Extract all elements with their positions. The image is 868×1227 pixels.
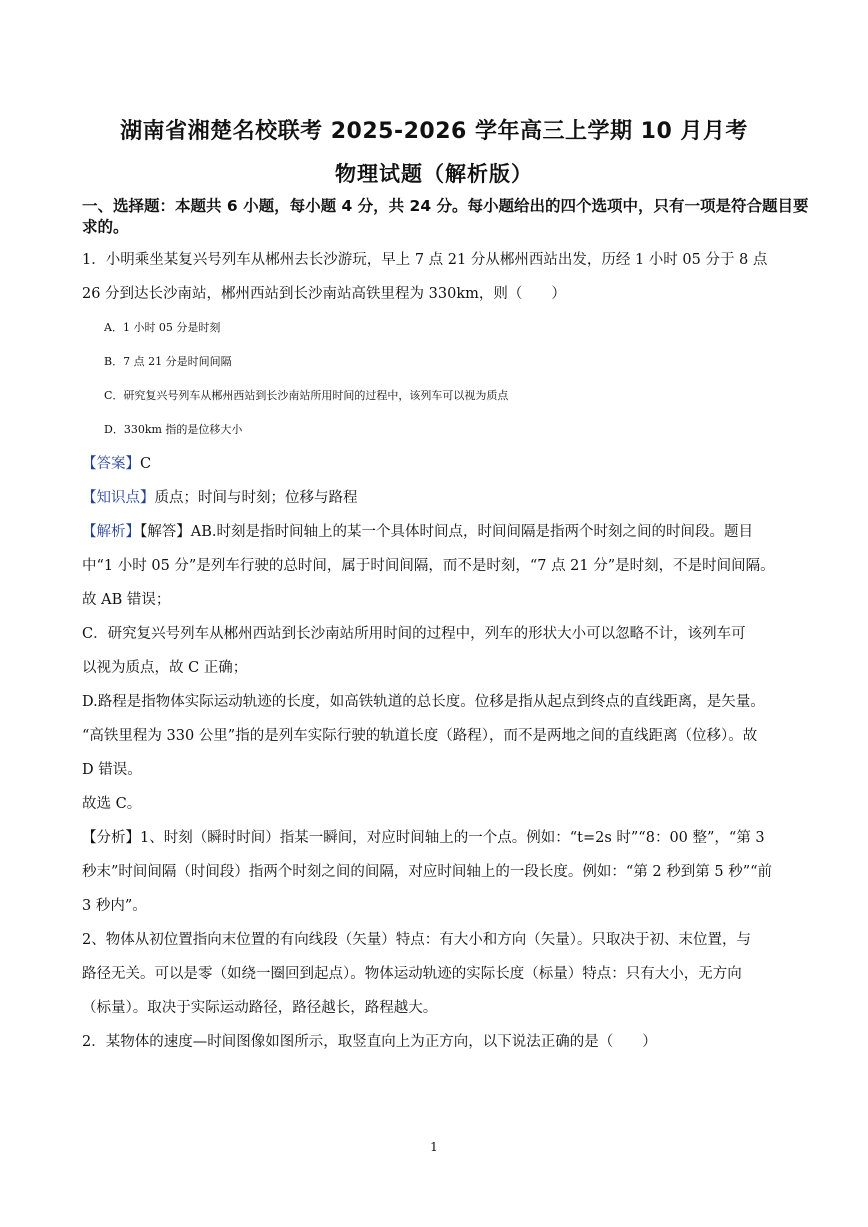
q1-analysis-line: 中“1 小时 05 分”是列车行驶的总时间，属于时间间隔，而不是时刻，“7 点 21 分”是时刻，不是时间间隔。: [82, 558, 775, 574]
q1-knowledge: [82, 481, 822, 515]
q1-option-c: C．研究复兴号列车从郴州西站到长沙南站所用时间的过程中，该列车可以视为质点: [104, 389, 509, 402]
q1-analysis-line: （标量）。取决于实际运动路径，路径越长，路程越大。: [82, 1000, 438, 1016]
q1-analysis-line: 3 秒内”。: [82, 898, 147, 914]
q1-analysis-line: 故 AB 错误；: [82, 592, 171, 608]
q1-option-a: A．1 小时 05 分是时刻: [104, 321, 221, 334]
q1-stem-line2: 26 分到达长沙南站，郴州西站到长沙南站高铁里程为 330km，则（ ）: [82, 286, 566, 302]
analysis-tag: 【解析】: [82, 524, 140, 540]
knowledge-value: 质点；时间与时刻；位移与路程: [154, 490, 358, 506]
q1-analysis-line: 路径无关。可以是零（如绕一圈回到起点）。物体运动轨迹的实际长度（标量）特点：只有大小，无方向: [82, 966, 742, 982]
q1-stem-line1: 1．小明乘坐某复兴号列车从郴州去长沙游玩，早上 7 点 21 分从郴州西站出发，历经 1 小时 05 分于 8 点: [82, 252, 768, 268]
q1-option-b: B．7 点 21 分是时间间隔: [104, 355, 232, 368]
q1-analysis-line: 故选 C。: [82, 796, 142, 812]
section-heading: 一、选择题：本题共 6 小题，每小题 4 分，共 24 分。每小题给出的四个选项中，只有一项是符合题目要求的。: [82, 197, 809, 236]
q1-analysis-line: 以视为质点，故 C 正确；: [82, 660, 248, 676]
answer-value: C: [140, 456, 152, 472]
q1-option-d: D．330km 指的是位移大小: [104, 423, 243, 436]
q1-analysis-line: 秒末”时间间隔（时间段）指两个时刻之间的间隔，对应时间轴上的一段长度。例如：“第 2 秒到第 5 秒”“前: [82, 864, 773, 880]
q1-analysis-line: 2、物体从初位置指向末位置的有向线段（矢量）特点：有大小和方向（矢量）。只取决于初、末位置，与: [82, 932, 751, 948]
question-1: [82, 243, 822, 1059]
knowledge-tag: 【知识点】: [82, 490, 155, 506]
q1-answer: [82, 447, 822, 481]
q1-analysis-line: 【解析】【解答】AB.时刻是指时间轴上的某一个具体时间点，时间间隔是指两个时刻之间的时间段。题目: [82, 524, 753, 540]
exam-subtitle: 物理试题（解析版）: [335, 162, 533, 186]
q1-analysis-line: C．研究复兴号列车从郴州西站到长沙南站所用时间的过程中，列车的形状大小可以忽略不计，该列车可: [82, 626, 746, 642]
exam-title: 湖南省湘楚名校联考 2025-2026 学年高三上学期 10 月月考: [120, 119, 748, 144]
q1-analysis-line: D 错误。: [82, 762, 142, 778]
q1-analysis-line: “高铁里程为 330 公里”指的是列车实际行驶的轨道长度（路程），而不是两地之间的直线距离（位移）。故: [82, 728, 758, 744]
q1-analysis-line: 【分析】1、时刻（瞬时时间）指某一瞬间，对应时间轴上的一个点。例如：“t=2s 时”“8：00 整”，“第 3: [82, 830, 765, 846]
q2-stem: 2．某物体的速度—时间图像如图所示，取竖直向上为正方向，以下说法正确的是（ ）: [82, 1034, 657, 1050]
answer-tag: 【答案】: [82, 456, 140, 472]
page-number: 1: [430, 1140, 438, 1154]
q1-analysis-line: D.路程是指物体实际运动轨迹的长度，如高铁轨道的总长度。位移是指从起点到终点的直线距离，是矢量。: [82, 694, 765, 710]
